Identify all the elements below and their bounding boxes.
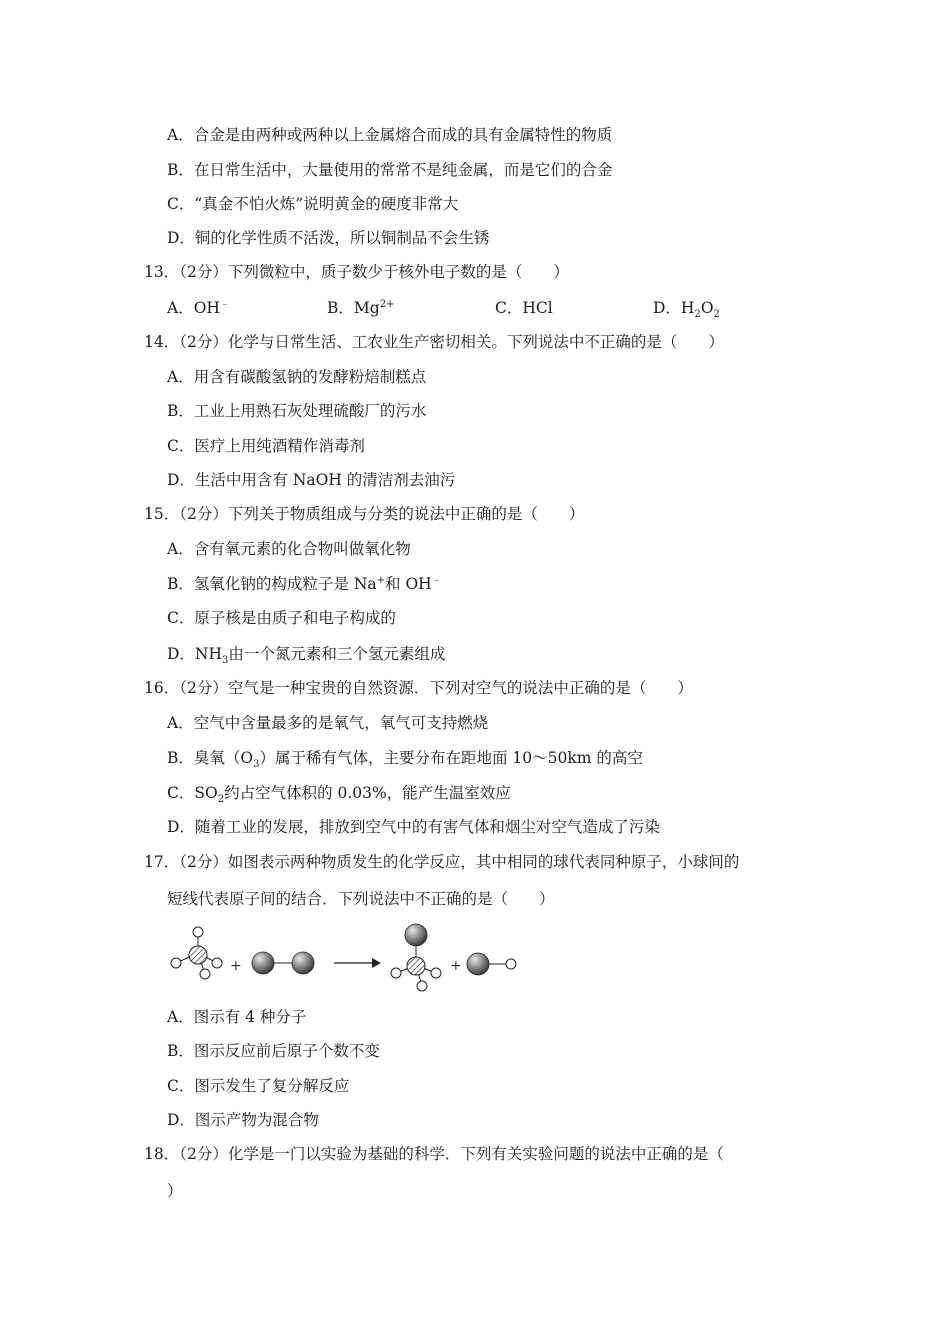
q17-option-c: C．图示发生了复分解反应 <box>167 1077 350 1095</box>
q15-stem: 15．（2分）下列关于物质组成与分类的说法中正确的是（ ） <box>144 505 585 523</box>
q13-options <box>167 297 787 319</box>
q13-b-text: B．Mg <box>327 299 380 317</box>
reaction-diagram <box>160 918 540 998</box>
q13-a-text: A．OH <box>167 299 220 317</box>
q16-option-a: A．空气中含量最多的是氧气，氧气可支持燃烧 <box>167 714 489 732</box>
q17-option-b: B．图示反应前后原子个数不变 <box>167 1042 380 1060</box>
q15-d-post: 由一个氮元素和三个氢元素组成 <box>228 645 446 663</box>
q12-option-d: D．铜的化学性质不活泼，所以铜制品不会生锈 <box>167 229 490 247</box>
q18-stem-line2: ） <box>167 1182 183 1200</box>
q16-b-pre: B．臭氧（O <box>167 749 254 767</box>
q15-option-c: C．原子核是由质子和电子构成的 <box>167 609 396 627</box>
q13-b-sup: 2+ <box>379 298 395 310</box>
q13-a-sup: ﹣ <box>219 298 230 310</box>
q16-option-b <box>167 747 643 769</box>
q16-b-post: ）属于稀有气体，主要分布在距地面 10～50km 的高空 <box>259 749 643 767</box>
q16-option-d: D．随着工业的发展，排放到空气中的有害气体和烟尘对空气造成了污染 <box>167 818 660 836</box>
q14-option-c: C．医疗上用纯酒精作消毒剂 <box>167 437 365 455</box>
q15-b-sup1: + <box>376 574 386 586</box>
q17-stem-line2: 短线代表原子间的结合．下列说法中不正确的是（ ） <box>167 890 555 908</box>
q16-stem: 16．（2分）空气是一种宝贵的自然资源．下列对空气的说法中正确的是（ ） <box>144 679 693 697</box>
product-molecule-2 <box>467 953 516 975</box>
q17-option-d: D．图示产物为混合物 <box>167 1111 319 1129</box>
q15-b-sup2: ﹣ <box>431 574 442 586</box>
q15-b-pre: B．氢氧化钠的构成粒子是 Na <box>167 575 377 593</box>
q13-d-mid: O <box>700 299 714 317</box>
product-molecule-1 <box>391 924 441 991</box>
q15-d-sub: 3 <box>222 655 229 667</box>
q14-option-d: D．生活中用含有 NaOH 的清洁剂去油污 <box>167 471 456 489</box>
q12-option-c: C．“真金不怕火炼”说明黄金的硬度非常大 <box>167 195 459 213</box>
q15-option-b <box>167 573 442 595</box>
reactant-molecule-1 <box>171 927 222 979</box>
q16-c-sub: 2 <box>217 794 225 806</box>
plus-sign-2: + <box>450 958 462 974</box>
q13-option-d <box>653 297 720 319</box>
q16-b-sub: 3 <box>253 759 260 771</box>
q14-option-a: A．用含有碳酸氢钠的发酵粉焙制糕点 <box>167 368 427 386</box>
q17-stem-line1: 17．（2分）如图表示两种物质发生的化学反应，其中相同的球代表同种原子，小球间的 <box>144 853 740 871</box>
q16-option-c <box>167 782 511 804</box>
q14-option-b: B．工业上用熟石灰处理硫酸厂的污水 <box>167 402 427 420</box>
q13-option-a <box>167 297 230 319</box>
q15-option-d <box>167 643 445 665</box>
q15-d-pre: D．NH <box>167 645 223 663</box>
q13-stem: 13．（2分）下列微粒中，质子数少于核外电子数的是（ ） <box>144 263 569 281</box>
q14-stem: 14．（2分）化学与日常生活、工农业生产密切相关。下列说法中不正确的是（ ） <box>144 333 724 351</box>
q16-c-post: 约占空气体积的 0.03%，能产生温室效应 <box>224 784 511 802</box>
q15-b-mid: 和 OH <box>385 575 432 593</box>
q18-stem-line1: 18．（2分）化学是一门以实验为基础的科学．下列有关实验问题的说法中正确的是（ <box>144 1145 724 1163</box>
q13-option-b <box>327 297 394 319</box>
q16-c-pre: C．SO <box>167 784 218 802</box>
q13-d-text: D．H <box>653 299 695 317</box>
q13-d-sub1: 2 <box>694 309 701 321</box>
q17-option-a: A．图示有 4 种分子 <box>167 1008 307 1026</box>
q12-option-b: B．在日常生活中，大量使用的常常不是纯金属，而是它们的合金 <box>167 161 613 179</box>
plus-sign-1: + <box>230 958 242 974</box>
q15-option-a: A．含有氧元素的化合物叫做氧化物 <box>167 540 411 558</box>
q13-d-sub2: 2 <box>713 309 720 321</box>
q12-option-a: A．合金是由两种或两种以上金属熔合而成的具有金属特性的物质 <box>167 126 613 144</box>
reactant-molecule-2 <box>252 952 314 974</box>
q13-option-c: C．HCl <box>495 299 553 317</box>
reaction-arrow <box>334 958 381 968</box>
